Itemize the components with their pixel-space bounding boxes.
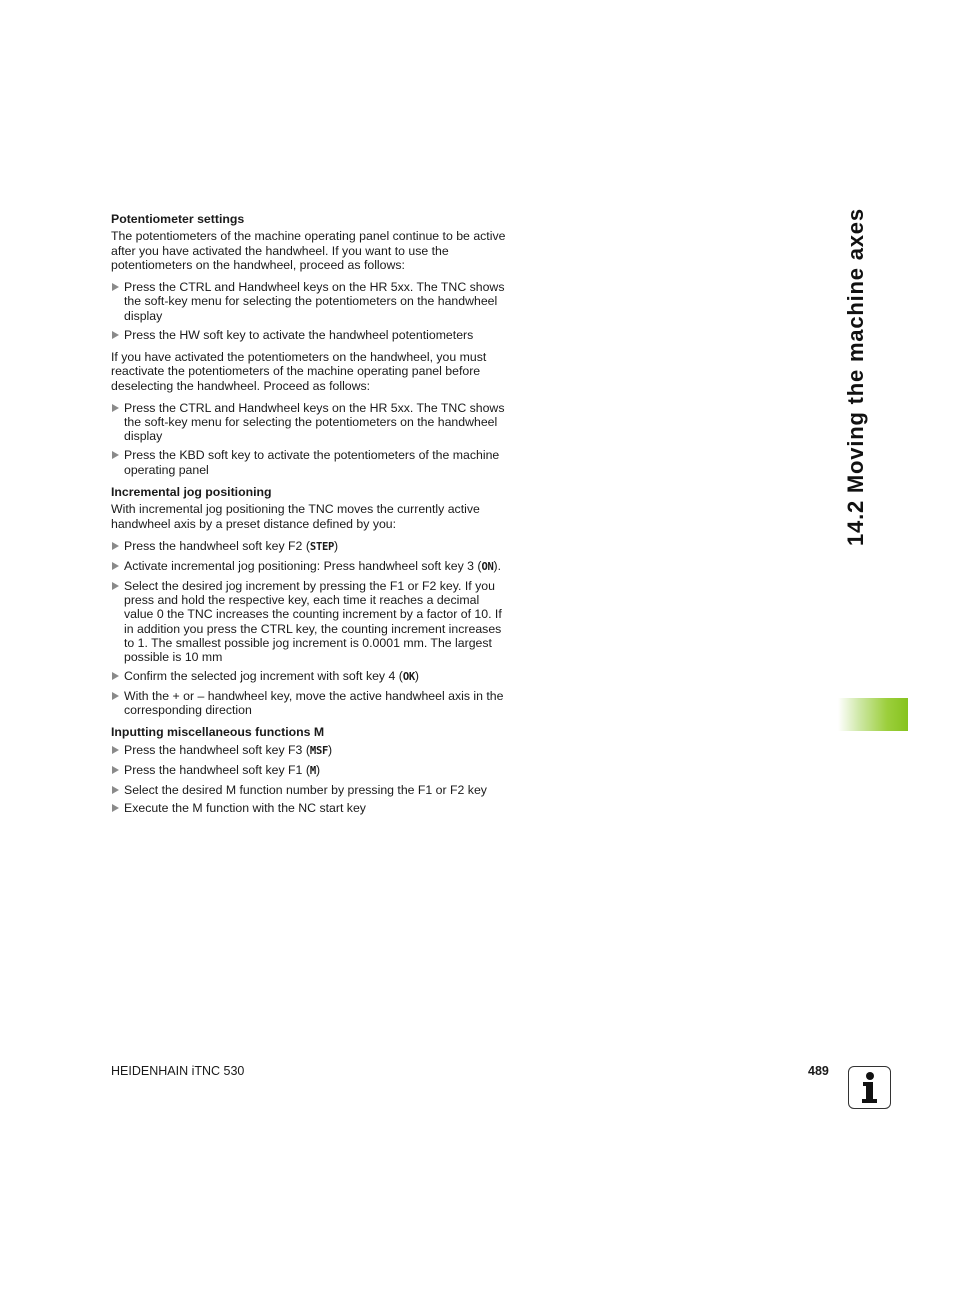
section-heading: Inputting miscellaneous functions M: [111, 725, 325, 740]
instruction-step: [111, 559, 511, 574]
instruction-list: [111, 401, 511, 477]
instruction-step: [111, 579, 511, 665]
instruction-step: [111, 539, 511, 554]
instruction-step: [111, 801, 511, 815]
step-text: With the + or – handwheel key, move the active handwheel axis in the corresponding direction: [124, 688, 504, 718]
step-text: Confirm the selected jog increment with soft key 4 (: [124, 668, 403, 683]
step-text-after: ): [328, 742, 333, 757]
instruction-list: [111, 280, 511, 342]
footer-product: HEIDENHAIN iTNC 530: [111, 1064, 245, 1078]
step-text: Select the desired jog increment by pressing the F1 or F2 key. If you press and hold the respective key, each time it reaches a decimal value 0 the TNC increases the counting increment by a factor of 10. If in addition you press the CTRL key, the counting increment increases to 1. The smallest possible jog increment is 0.0001 mm. The largest possible is 10 mm: [124, 578, 502, 665]
paragraph: With incremental jog positioning the TNC moves the currently active handwheel axis by a preset distance defined by you:: [111, 502, 480, 531]
step-text: Press the CTRL and Handwheel keys on the HR 5xx. The TNC shows the soft-key menu for selecting the potentiometers on the handwheel display: [124, 400, 505, 444]
info-icon-glyph: [849, 1067, 889, 1107]
step-text-after: ): [315, 762, 321, 777]
instruction-step: [111, 763, 511, 778]
instruction-step: [111, 448, 511, 477]
step-text: Press the handwheel soft key F1 (: [124, 762, 310, 777]
softkey-label: M: [309, 764, 316, 777]
step-text: Press the handwheel soft key F3 (: [124, 742, 310, 757]
step-text: Select the desired M function number by pressing the F1 or F2 key: [124, 782, 487, 797]
softkey-label: ON: [481, 560, 494, 573]
paragraph: If you have activated the potentiometers on the handwheel, you must reactivate the potentiometers of the machine operating panel before deselecting the handwheel. Proceed as follows:: [111, 349, 487, 393]
info-icon: [848, 1066, 891, 1109]
main-column: [111, 212, 511, 824]
instruction-step: [111, 783, 511, 797]
instruction-step: [111, 669, 511, 684]
step-text: Activate incremental jog positioning: Press handwheel soft key 3 (: [124, 558, 482, 573]
section-heading: Potentiometer settings: [111, 212, 245, 226]
instruction-step: [111, 401, 511, 444]
step-text-after: ): [414, 668, 420, 683]
chapter-tab-marker: [838, 698, 908, 731]
softkey-label: MSF: [309, 744, 328, 757]
step-text: Execute the M function with the NC start key: [124, 801, 366, 816]
step-text-after: ).: [493, 558, 502, 573]
chapter-side-title: 14.2 Moving the machine axes: [843, 208, 868, 546]
instruction-step: [111, 689, 511, 718]
step-text: Press the CTRL and Handwheel keys on the HR 5xx. The TNC shows the soft-key menu for selecting the potentiometers on the handwheel display: [124, 280, 505, 323]
step-text-after: ): [334, 538, 339, 553]
instruction-step: [111, 280, 511, 323]
step-text: Press the KBD soft key to activate the potentiometers of the machine operating panel: [124, 448, 500, 477]
instruction-step: [111, 743, 511, 758]
page-number: 489: [808, 1064, 829, 1078]
instruction-list: [111, 539, 511, 718]
instruction-list: [111, 743, 511, 816]
step-text: Press the handwheel soft key F2 (: [124, 538, 310, 553]
paragraph: The potentiometers of the machine operating panel continue to be active after you have activated the handwheel. If you want to use the potentiometers on the handwheel, proceed as follows:: [111, 229, 506, 272]
instruction-step: [111, 328, 511, 342]
step-text: Press the HW soft key to activate the handwheel potentiometers: [124, 327, 474, 342]
softkey-label: STEP: [309, 540, 335, 553]
section-heading: Incremental jog positioning: [111, 484, 272, 499]
softkey-label: OK: [402, 670, 415, 683]
